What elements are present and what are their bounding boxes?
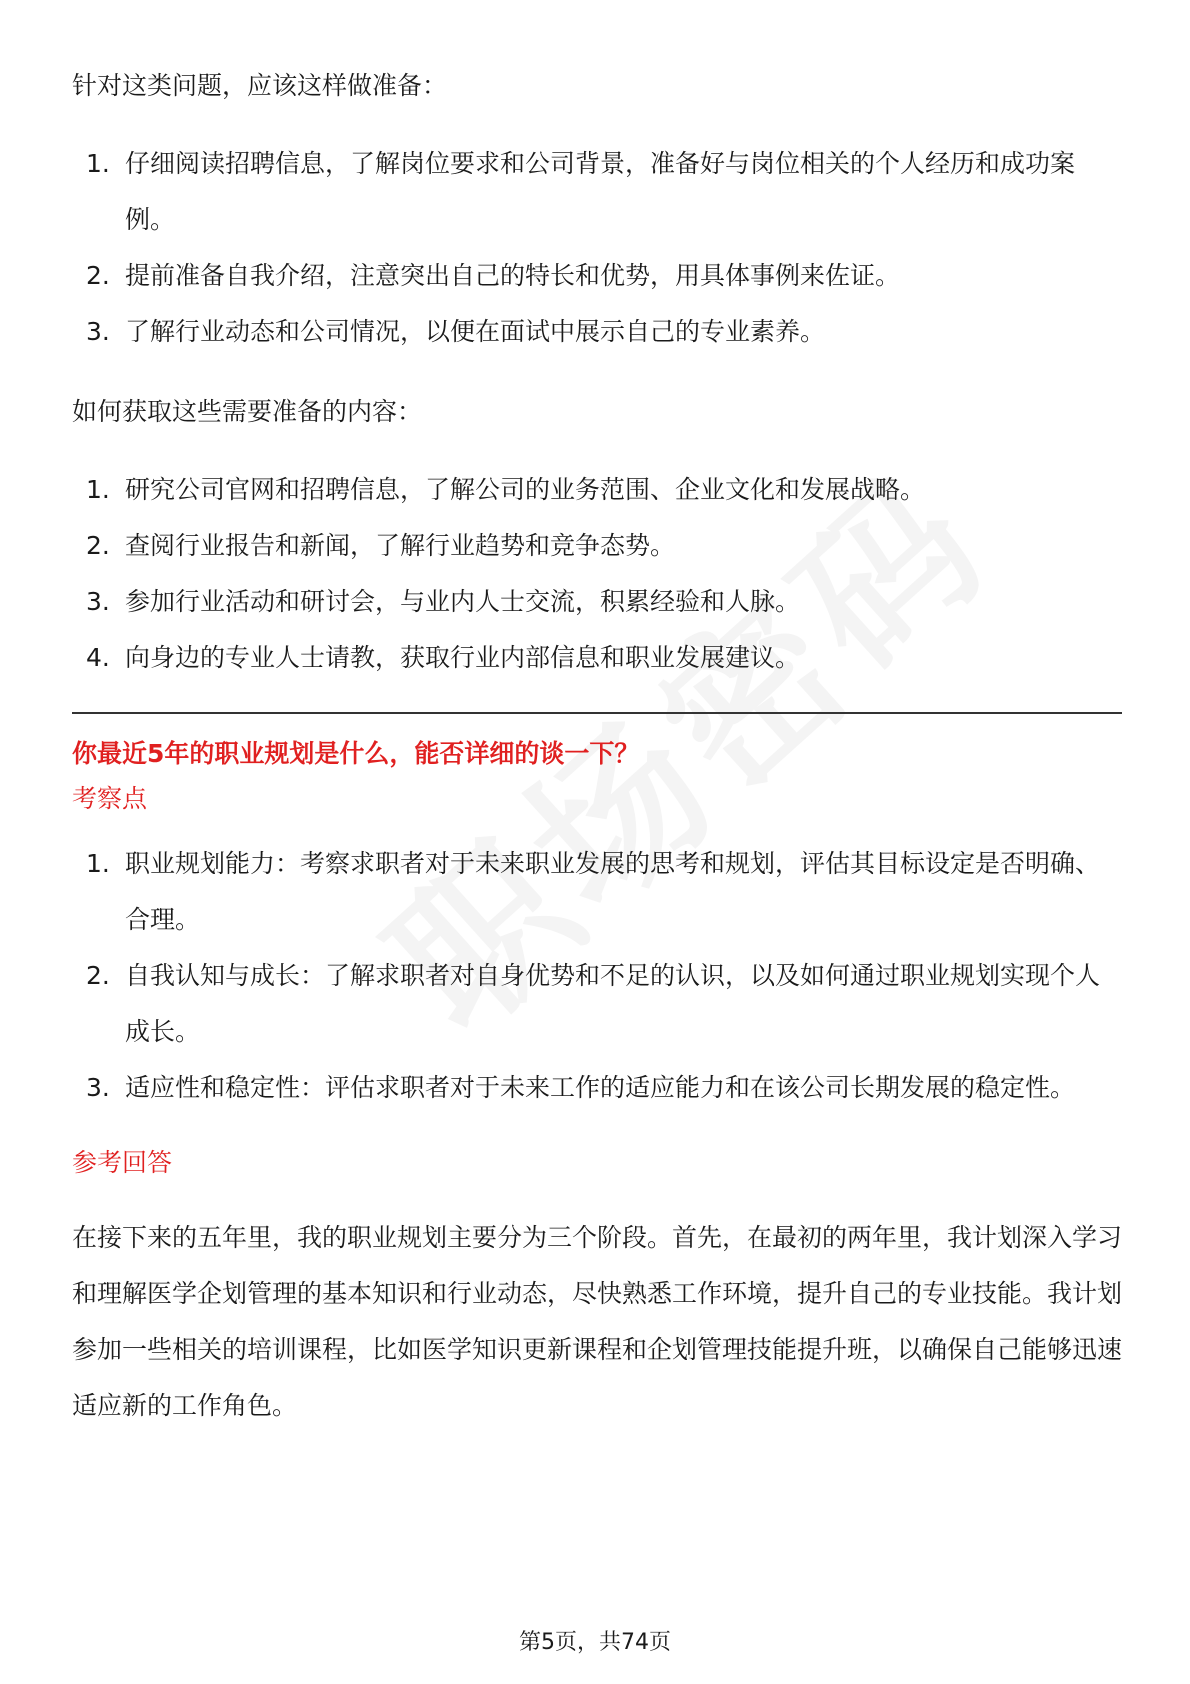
list-item-text: 参加行业活动和研讨会，与业内人士交流，积累经验和人脉。	[125, 587, 801, 616]
intro-paragraph-2: 如何获取这些需要准备的内容：	[72, 397, 423, 426]
list-number: 2.	[86, 261, 110, 290]
list-item-text: 查阅行业报告和新闻，了解行业趋势和竞争态势。	[125, 531, 676, 560]
list-item-text: 向身边的专业人士请教，获取行业内部信息和职业发展建议。	[125, 643, 801, 672]
list-item-text: 仔细阅读招聘信息，了解岗位要求和公司背景，准备好与岗位相关的个人经历和成功案例。	[125, 149, 1076, 234]
page-footer: 第5页，共74页	[519, 1630, 671, 1655]
intro-paragraph-1: 针对这类问题，应该这样做准备：	[72, 71, 448, 100]
list-number: 2.	[86, 531, 110, 560]
list-item	[72, 136, 1122, 248]
list-number: 1.	[86, 475, 110, 504]
focus-list	[72, 836, 1122, 1116]
list-item	[72, 836, 1122, 948]
list-item-text: 职业规划能力：考察求职者对于未来职业发展的思考和规划，评估其目标设定是否明确、合理。	[125, 849, 1101, 934]
list-item-text: 了解行业动态和公司情况，以便在面试中展示自己的专业素养。	[125, 317, 826, 346]
list-item-text: 自我认知与成长：了解求职者对自身优势和不足的认识，以及如何通过职业规划实现个人成长。	[125, 961, 1101, 1046]
list-item	[72, 948, 1122, 1060]
sources-list	[72, 462, 1122, 686]
list-number: 1.	[86, 149, 110, 178]
list-item	[72, 574, 1122, 630]
list-number: 3.	[86, 317, 110, 346]
list-number: 1.	[86, 849, 110, 878]
list-item-text: 研究公司官网和招聘信息，了解公司的业务范围、企业文化和发展战略。	[125, 475, 926, 504]
list-number: 4.	[86, 643, 110, 672]
answer-paragraph: 在接下来的五年里，我的职业规划主要分为三个阶段。首先，在最初的两年里，我计划深入学习和理解医学企划管理的基本知识和行业动态，尽快熟悉工作环境，提升自己的专业技能。我计划参加一些相关的培训课程，比如医学知识更新课程和企划管理技能提升班，以确保自己能够迅速适应新的工作角色。	[72, 1223, 1123, 1420]
question-title: 你最近5年的职业规划是什么，能否详细的谈一下？	[72, 739, 640, 768]
section-divider	[72, 712, 1122, 714]
list-item-text: 适应性和稳定性：评估求职者对于未来工作的适应能力和在该公司长期发展的稳定性。	[125, 1073, 1076, 1102]
list-item	[72, 304, 1122, 360]
list-number: 2.	[86, 961, 110, 990]
list-item	[72, 248, 1122, 304]
list-number: 3.	[86, 587, 110, 616]
focus-label: 考察点	[72, 784, 148, 813]
list-item	[72, 462, 1122, 518]
answer-label: 参考回答	[72, 1148, 173, 1177]
list-number: 3.	[86, 1073, 110, 1102]
list-item-text: 提前准备自我介绍，注意突出自己的特长和优势，用具体事例来佐证。	[125, 261, 901, 290]
list-item	[72, 1060, 1122, 1116]
document-body	[72, 58, 1122, 1434]
list-item	[72, 630, 1122, 686]
preparation-list	[72, 136, 1122, 360]
list-item	[72, 518, 1122, 574]
